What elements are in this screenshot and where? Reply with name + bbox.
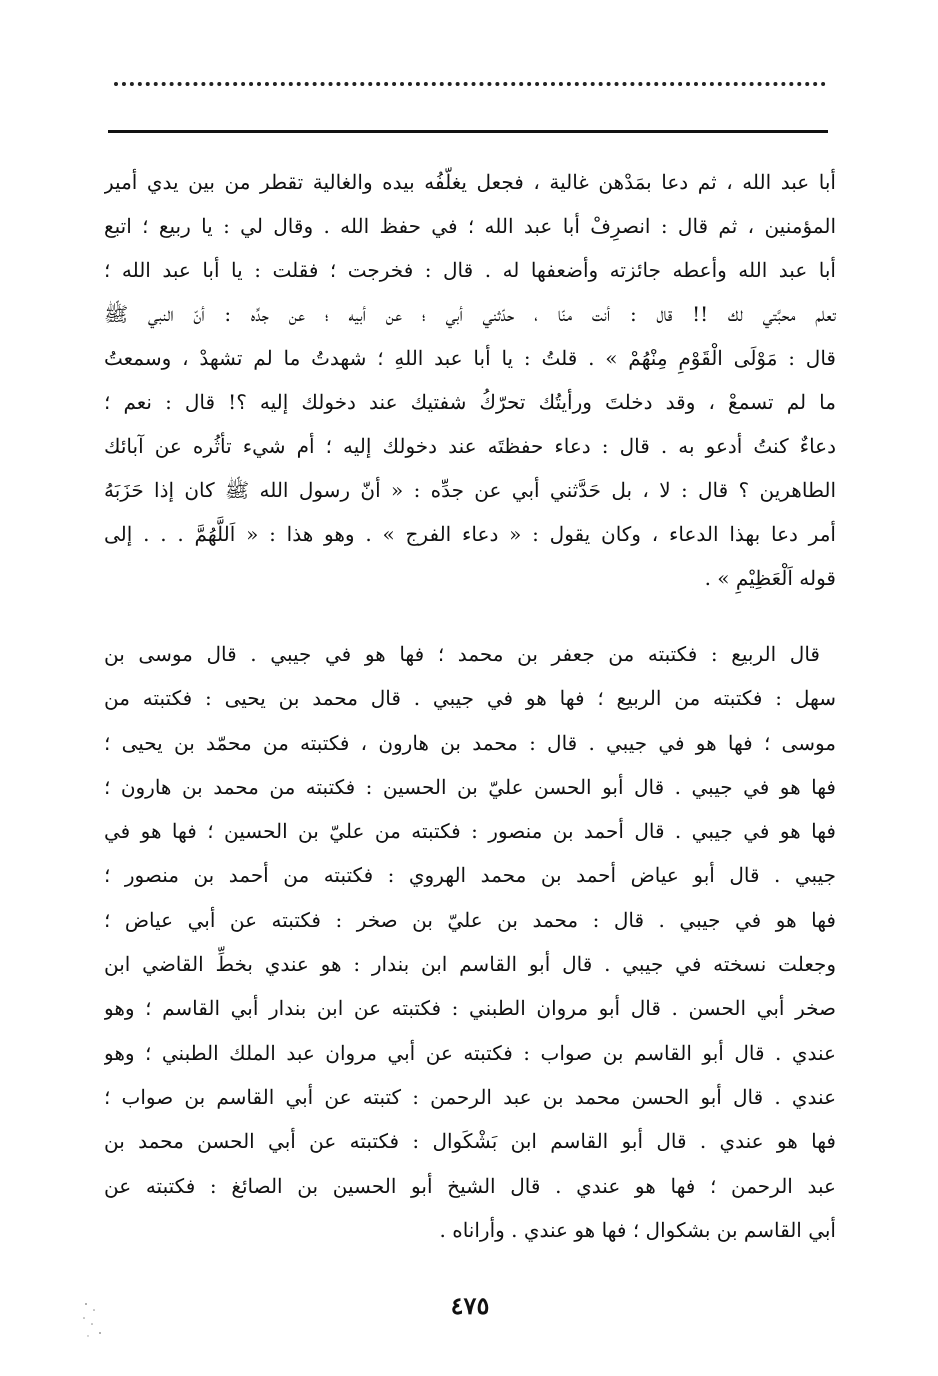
text-line: ما لم تسمعْ ، وقد دخلتَ ورأيتُك تحرّكُ شفتيك عند دخولك إليه ؟! قال : نعم ؛ bbox=[104, 390, 836, 414]
header-rule bbox=[108, 130, 828, 133]
page-number: ٤٧٥ bbox=[450, 1291, 490, 1320]
text-line: الطاهرين ؟ قال : لا ، بل حَدَّثني أبي عن جدِّه : « أنّ رسول الله ﷺ كان إذا حَزَبَهُ bbox=[104, 478, 836, 502]
text-line: صخر أبي الحسن . قال أبو مروان الطبني : فكتبته عن ابن بندار أبي القاسم ؛ وهو bbox=[104, 996, 836, 1021]
text-line: أبا عبد الله وأعطه جائزته وأضعفها له . قال : فخرجت ؛ فقلت : يا أبا عبد الله ؛ bbox=[104, 258, 836, 282]
text-line: فها هو في جيبي . قال : محمد بن عليّ بن صخر : فكتبته عن أبي عياض ؛ bbox=[104, 907, 836, 932]
text-line: فها هو عندي . قال أبو القاسم ابن بَشْكَوال : فكتبته عن أبي الحسن محمد بن bbox=[104, 1129, 836, 1154]
text-line: أمر دعا بهذا الدعاء ، وكان يقول : « دعاء الفرج » . وهو هذا : « اَللَّهُمَّ . . . إلى bbox=[104, 522, 836, 546]
text-line: المؤمنين ، ثم قال : انصرِفْ أبا عبد الله ؛ في حفظ الله . وقال لي : يا ربيع ؛ اتبع bbox=[104, 214, 836, 238]
text-line: عندي . قال أبو القاسم بن صواب : فكتبته عن أبي مروان عبد الملك الطبني ؛ وهو bbox=[104, 1040, 836, 1065]
text-line: تعلم محبَّتي لك !! قال : أنت منّا ، حدّثني أبي ؛ عن أبيه ؛ عن جدِّه : أنّ النبي ﷺ bbox=[104, 302, 836, 326]
text-line: وجعلت نسخته في جيبي . قال أبو القاسم ابن بندار : هو عندي بخطِّ القاضي ابن bbox=[104, 952, 836, 977]
text-line: أبي القاسم بن بشكوال ؛ فها هو عندي . وأراناه . bbox=[439, 1217, 836, 1242]
text-line: فها هو في جيبي . قال أحمد بن منصور : فكتبته من عليّ بن الحسين ؛ فها هو في bbox=[104, 819, 836, 844]
text-line: عندي . قال أبو الحسن محمد بن عبد الرحمن : كتبته عن أبي القاسم بن صواب ؛ bbox=[104, 1084, 836, 1109]
text-line: دعاءٌ كنتُ أدعو به . قال : دعاء حفظتَه عند دخولك إليه ؛ أم شيء تأثُره عن آبائك bbox=[104, 434, 836, 458]
text-line: قوله اَلْعَظِيْمِ » . bbox=[704, 566, 836, 590]
header-dotted-rule bbox=[114, 82, 826, 86]
text-line: قال : مَوْلَى الْقَوْمِ مِنْهُمْ » . قلتُ : يا أبا عبد اللهِ ؛ شهدتُ ما لم تشهدْ ، وسمعتُ bbox=[104, 346, 836, 370]
scan-speck-marks bbox=[80, 1300, 110, 1340]
text-line: أبا عبد الله ، ثم دعا بمَدْهن غالية ، فجعل يغلّفُه بيده والغالية تقطر من بين يدي أمير bbox=[104, 170, 836, 194]
text-line: قال الربيع : فكتبته من جعفر بن محمد ؛ فها هو في جيبي . قال موسى بن bbox=[104, 642, 820, 666]
text-line: سهل : فكتبته من الربيع ؛ فها هو في جيبي . قال محمد بن يحيى : فكتبته من bbox=[104, 686, 836, 711]
text-line: موسى ؛ فها هو في جيبي . قال : محمد بن هارون ، فكتبته من محمّد بن يحيى ؛ bbox=[104, 730, 836, 755]
paragraph-2 bbox=[104, 632, 836, 1252]
text-line: فها هو في جيبي . قال أبو الحسن عليّ بن الحسين : فكتبته من محمد بن هارون ؛ bbox=[104, 774, 836, 799]
text-line: عبد الرحمن ؛ فها هو عندي . قال الشيخ أبو الحسين بن الصائغ : فكتبته عن bbox=[104, 1173, 836, 1198]
text-line: جيبي . قال أبو عياض أحمد بن محمد الهروي : فكتبته من أحمد بن منصور ؛ bbox=[104, 863, 836, 888]
paragraph-1 bbox=[104, 160, 836, 600]
